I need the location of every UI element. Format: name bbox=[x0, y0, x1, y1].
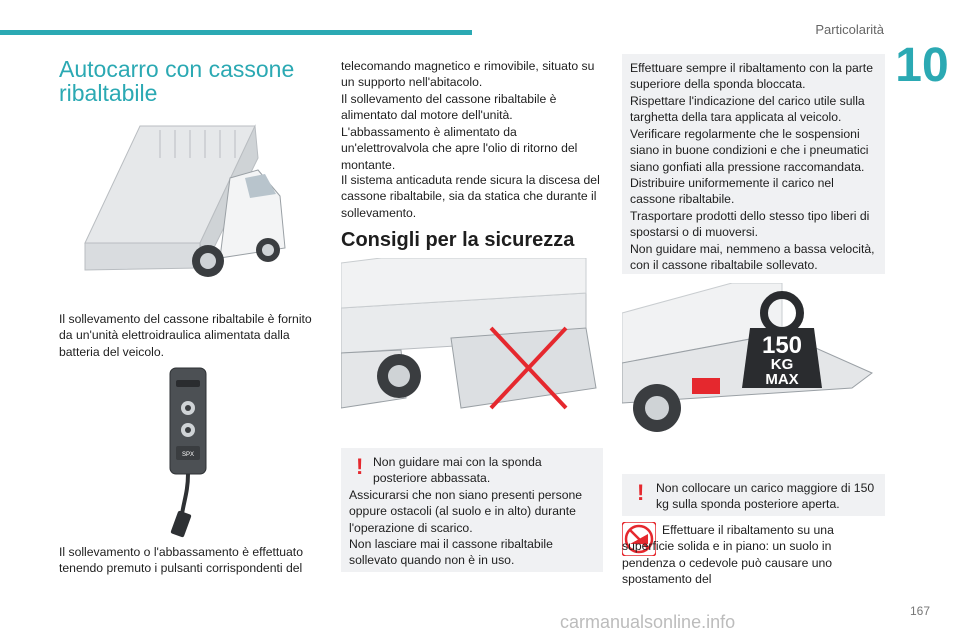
info-line-2: Rispettare l'indicazione del carico utile sulla targhetta della tara applicata al veicolo. bbox=[630, 94, 865, 125]
info-line-5: Trasportare prodotti dello stesso tipo liberi di spostarsi o di muoversi. bbox=[630, 209, 870, 240]
watermark-text: carmanualsonline.info bbox=[560, 612, 736, 632]
weight-warning-text: Non collocare un carico maggiore di 150 kg sulla sponda posteriore aperta. bbox=[656, 481, 875, 512]
info-line-6: Non guidare mai, nemmeno a bassa velocità, con il cassone ribaltabile sollevato. bbox=[630, 242, 875, 273]
info-line-4: Distribuire uniformemente il carico nel cassone ribaltabile. bbox=[630, 176, 834, 207]
col2-paragraph-3: L'abbassamento è alimentato da un'elettrovalvola che apre l'olio di ritorno del montante. bbox=[341, 125, 578, 172]
tipper-truck-illustration bbox=[80, 118, 290, 293]
warning-lead-text: Non guidare mai con la sponda posteriore abbassata. bbox=[373, 455, 542, 486]
weight-max-label: MAX bbox=[765, 371, 799, 388]
section-title: Autocarro con cassone ribaltabile bbox=[59, 56, 295, 106]
remote-control-illustration bbox=[158, 366, 214, 542]
warning-line-1: Assicurarsi che non siano presenti persone oppure ostacoli (al suolo e in alto) durante l'operazione di scarico. bbox=[349, 488, 583, 535]
chapter-number: 10 bbox=[895, 39, 949, 92]
header-accent-bar bbox=[0, 30, 472, 35]
warning-icon: ! bbox=[637, 480, 645, 505]
col2-paragraph-4: Il sistema anticaduta rende sicura la discesa del cassone ribaltabile, sia da statica che durante il sollevamento. bbox=[341, 173, 600, 220]
weight-limit-illustration bbox=[622, 283, 885, 455]
header-title: Particolarità bbox=[815, 22, 884, 37]
warning-box-weight bbox=[622, 474, 885, 516]
warning-box-tailgate bbox=[341, 448, 603, 572]
col1-paragraph-1: Il sollevamento del cassone ribaltabile è fornito da un'unità elettroidraulica alimentata dalla batteria del veicolo. bbox=[59, 312, 312, 359]
col2-paragraph-1: telecomando magnetico e rimovibile, situato su un supporto nell'abitacolo. bbox=[341, 59, 595, 90]
info-line-3: Verificare regolarmente che le sospensioni siano in buone condizioni e che i pneumatici siano gonfiati alla pressione raccomandata. bbox=[630, 127, 869, 174]
info-line-1: Effettuare sempre il ribaltamento con la parte superiore della sponda bloccata. bbox=[630, 61, 873, 92]
weight-value: 150 bbox=[761, 332, 803, 359]
warning-icon: ! bbox=[356, 454, 364, 479]
page-number: 167 bbox=[909, 604, 930, 618]
remote-label: SPX bbox=[181, 452, 195, 458]
safety-subheading: Consigli per la sicurezza bbox=[341, 229, 575, 251]
slope-warning-text: Effettuare il ribaltamento su una superficie solida e in piano: un suolo in pendenza o cedevole può causare uno spostamento del bbox=[622, 523, 834, 587]
weight-unit: KG bbox=[770, 356, 794, 373]
tailgate-lowered-illustration bbox=[341, 258, 603, 430]
safety-info-box bbox=[622, 54, 885, 274]
warning-line-2: Non lasciare mai il cassone ribaltabile sollevato quando non è in uso. bbox=[349, 537, 553, 568]
col1-paragraph-2: Il sollevamento o l'abbassamento è effettuato tenendo premuto i pulsanti corrispondenti del bbox=[59, 545, 303, 576]
col2-paragraph-2: Il sollevamento del cassone ribaltabile è alimentato dal motore dell'unità. bbox=[341, 92, 557, 123]
